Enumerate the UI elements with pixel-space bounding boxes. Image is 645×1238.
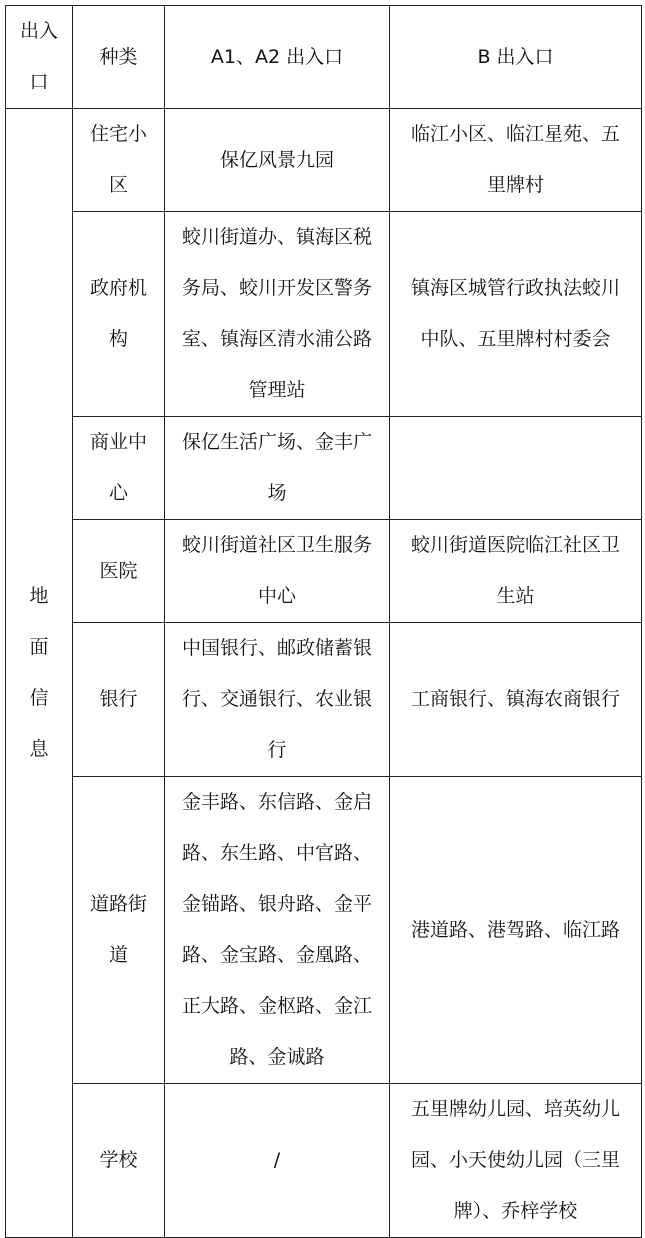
category-cell: 学校 xyxy=(73,1084,165,1238)
exit-b-cell: 镇海区城管行政执法蛟川中队、五里牌村村委会 xyxy=(390,212,642,417)
category-cell: 住宅小区 xyxy=(73,109,165,212)
exit-b-cell: 港道路、港驾路、临江路 xyxy=(390,777,642,1084)
exit-a-cell: 保亿风景九园 xyxy=(165,109,390,212)
table-row xyxy=(6,1084,642,1238)
section-label-char: 面 xyxy=(29,636,49,658)
category-cell: 商业中心 xyxy=(73,417,165,520)
table-row xyxy=(6,417,642,520)
exit-a-cell: 保亿生活广场、金丰广场 xyxy=(165,417,390,520)
section-label-char: 地 xyxy=(29,585,49,607)
header-exit: 出入口 xyxy=(6,6,73,109)
table-row xyxy=(6,623,642,777)
exit-b-cell: 蛟川街道医院临江社区卫生站 xyxy=(390,520,642,623)
table-row xyxy=(6,520,642,623)
exit-a-cell: 蛟川街道办、镇海区税务局、蛟川开发区警务室、镇海区清水浦公路管理站 xyxy=(165,212,390,417)
category-cell: 道路街道 xyxy=(73,777,165,1084)
header-category: 种类 xyxy=(73,6,165,109)
section-label-char: 信 xyxy=(29,687,49,709)
table-row xyxy=(6,777,642,1084)
exit-b-cell: 临江小区、临江星苑、五里牌村 xyxy=(390,109,642,212)
section-label-char: 息 xyxy=(29,738,49,760)
section-label-ground-info xyxy=(6,109,73,1238)
exit-b-cell: 五里牌幼儿园、培英幼儿园、小天使幼儿园（三里牌）、乔梓学校 xyxy=(390,1084,642,1238)
table-row xyxy=(6,212,642,417)
category-cell: 医院 xyxy=(73,520,165,623)
table-row xyxy=(6,109,642,212)
exit-b-cell: 工商银行、镇海农商银行 xyxy=(390,623,642,777)
exit-a-cell: 中国银行、邮政储蓄银行、交通银行、农业银行 xyxy=(165,623,390,777)
exit-b-cell xyxy=(390,417,642,520)
header-exit-a: A1、A2 出入口 xyxy=(165,6,390,109)
category-cell: 银行 xyxy=(73,623,165,777)
exit-a-cell: 蛟川街道社区卫生服务中心 xyxy=(165,520,390,623)
exit-a-cell: / xyxy=(165,1084,390,1238)
category-cell: 政府机构 xyxy=(73,212,165,417)
header-exit-b: B 出入口 xyxy=(390,6,642,109)
header-row xyxy=(6,6,642,109)
info-table xyxy=(5,5,642,1238)
exit-a-cell: 金丰路、东信路、金启路、东生路、中官路、金锚路、银舟路、金平路、金宝路、金凰路、正大路、金枢路、金江路、金诚路 xyxy=(165,777,390,1084)
